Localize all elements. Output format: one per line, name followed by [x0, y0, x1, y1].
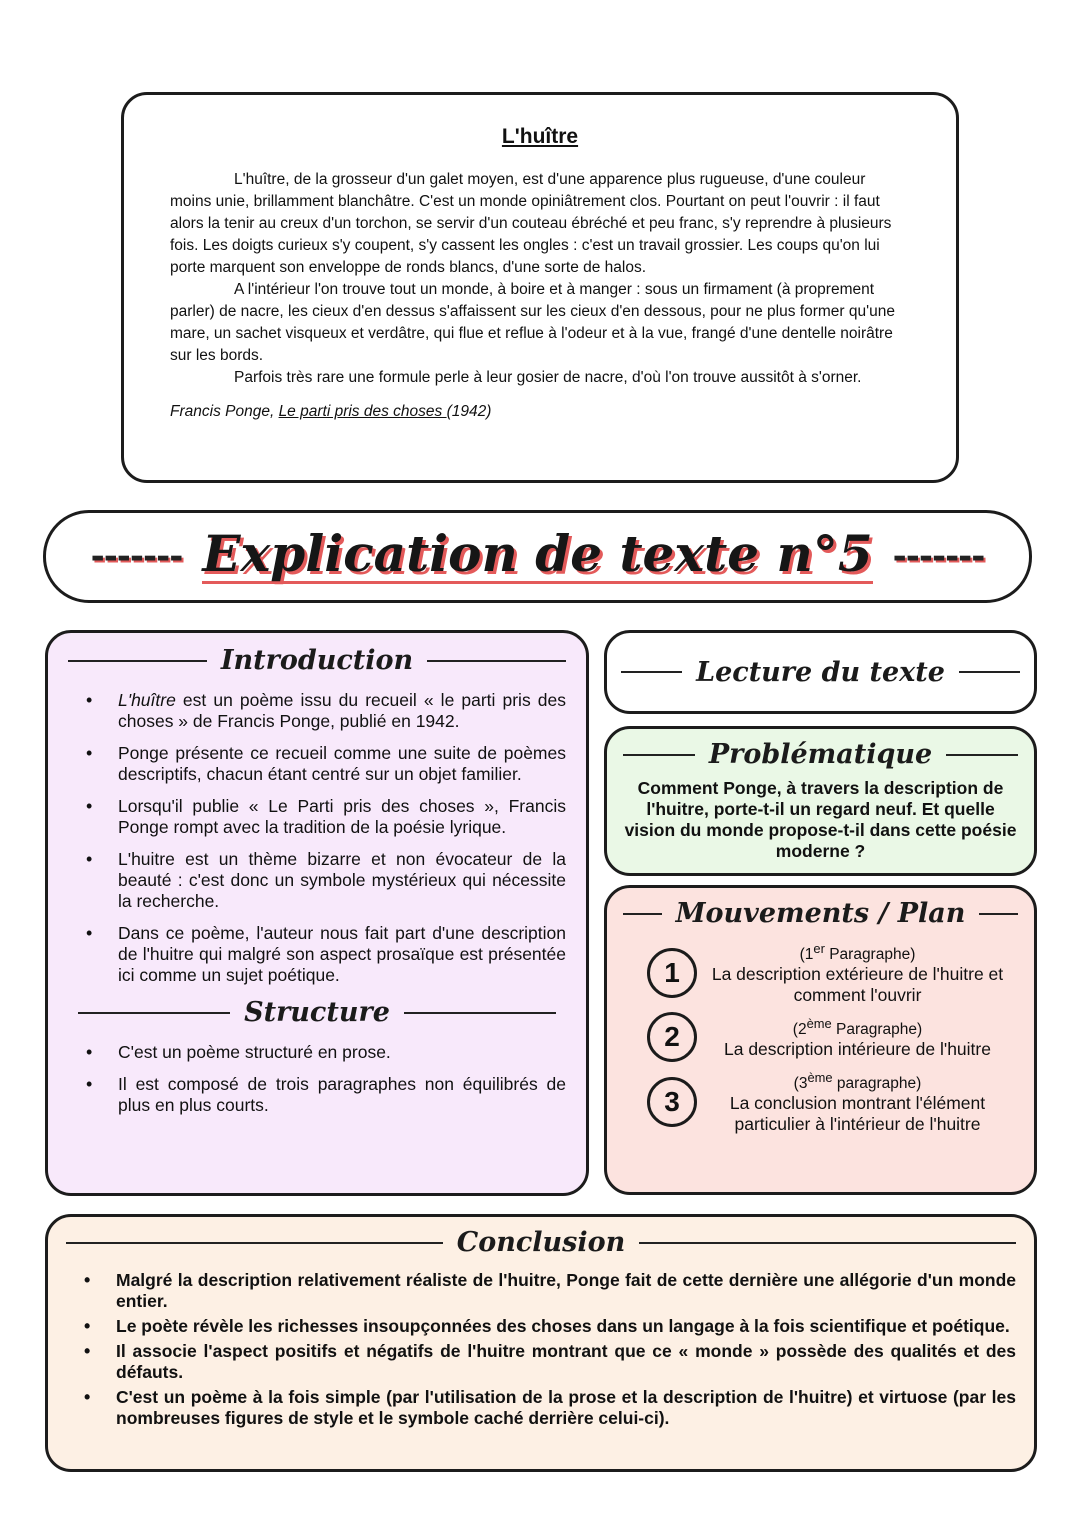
- list-item: • Dans ce poème, l'auteur nous fait part d'une description de l'huitre qui malgré son aspect prosaïque est présentée ici comme un sujet poétique.: [68, 923, 566, 986]
- list-item: • Le poète révèle les richesses insoupçonnées des choses dans un langage à la fois scientifique et poétique.: [66, 1316, 1016, 1337]
- problematique-heading-label: Problématique: [708, 739, 933, 770]
- movement-text-block: [697, 939, 1018, 1006]
- divider: [639, 1242, 1016, 1244]
- movement-number-1: 1: [647, 948, 697, 998]
- divider: [946, 754, 1018, 756]
- list-item: • Il est composé de trois paragraphes non équilibrés de plus en plus courts.: [68, 1074, 566, 1116]
- list-item: • L'huitre est un thème bizarre et non évocateur de la beauté : c'est donc un symbole mystérieux qui nécessite la recherche.: [68, 849, 566, 912]
- movement-paragraph-label: (1er Paragraphe): [799, 941, 916, 964]
- list-item: [68, 690, 566, 732]
- problematique-heading: [623, 739, 1018, 770]
- problematique-question: Comment Ponge, à travers la description de l'huitre, porte-t-il un regard neuf. Et quelle vision du monde propose-t-il dans cette poésie moderne ?: [624, 778, 1017, 861]
- banner-dashes-left: -------: [90, 536, 183, 577]
- structure-list: [68, 1042, 566, 1116]
- conclusion-list: [66, 1270, 1016, 1429]
- movement-text-block: [697, 1014, 1018, 1060]
- list-item: • C'est un poème à la fois simple (par l'utilisation de la prose et la description de l'huitre) et virtuose (par les nombreuses figures de style et le symbole caché derrière celui-ci).: [66, 1387, 1016, 1429]
- introduction-heading-label: Introduction: [220, 645, 414, 676]
- list-item: • Ponge présente ce recueil comme une suite de poèmes descriptifs, chacun étant centré sur un objet familier.: [68, 743, 566, 785]
- plan-heading: [623, 898, 1018, 929]
- movement-number-3: 3: [647, 1077, 697, 1127]
- movement-description: La description extérieure de l'huitre et comment l'ouvrir: [711, 964, 1004, 1006]
- introduction-box: [45, 630, 589, 1196]
- title-banner: [43, 510, 1032, 603]
- movement-text-block: [697, 1068, 1018, 1135]
- list-item: • C'est un poème structuré en prose.: [68, 1042, 566, 1063]
- introduction-list: [68, 690, 566, 986]
- divider: [979, 913, 1018, 915]
- list-item: • Il associe l'aspect positifs et négatifs de l'huitre montrant que ce « monde » possède des qualités et des défauts.: [66, 1341, 1016, 1383]
- lecture-heading-label: Lecture du texte: [696, 656, 945, 688]
- poem-paragraph-3: Parfois très rare une formule perle à leur gosier de nacre, d'où l'on trouve aussitôt à s'orner.: [234, 369, 862, 386]
- divider: [623, 754, 695, 756]
- italic-title: L'huître: [118, 690, 176, 710]
- list-item: • Lorsqu'il publie « Le Parti pris des choses », Francis Ponge rompt avec la tradition de la poésie lyrique.: [68, 796, 566, 838]
- divider: [68, 660, 207, 662]
- poem-box: [121, 92, 959, 483]
- movement-1: [623, 939, 1018, 1006]
- poem-book-title: Le parti pris des choses: [278, 403, 447, 420]
- movement-paragraph-label: (2ème Paragraphe): [792, 1016, 923, 1039]
- divider: [404, 1012, 556, 1014]
- divider: [427, 660, 566, 662]
- divider: [623, 913, 662, 915]
- movement-2: [623, 1012, 1018, 1062]
- introduction-heading: [68, 645, 566, 676]
- movement-description: La description intérieure de l'huitre: [724, 1039, 991, 1060]
- plan-box: [604, 885, 1037, 1195]
- movement-paragraph-label: (3ème paragraphe): [793, 1070, 922, 1093]
- conclusion-heading-label: Conclusion: [456, 1227, 626, 1258]
- divider: [959, 671, 1020, 673]
- banner-title: Explication de texte n°5: [202, 524, 873, 583]
- poem-title: L'huître: [501, 125, 579, 148]
- list-item-text: est un poème issu du recueil « le parti pris des choses » de Francis Ponge, publié en 1942.: [118, 690, 566, 731]
- poem-paragraph-1: L'huître, de la grosseur d'un galet moyen, est d'une apparence plus rugueuse, d'une couleur moins unie, brillamment blanchâtre. C'est un monde opiniâtrement clos. Pourtant on peut l'ouvrir : il faut alors la tenir au creux d'un torchon, se servir d'un couteau ébréché et peu franc, s'y reprendre à plusieurs fois. Les doigts curieux s'y coupent, s'y cassent les ongles : c'est un travail grossier. Les coups qu'on lui porte marquent son enveloppe de ronds blancs, d'une sorte de halos.: [170, 171, 892, 276]
- movement-3: [623, 1068, 1018, 1135]
- structure-heading-label: Structure: [244, 997, 390, 1028]
- lecture-heading: [621, 657, 1020, 688]
- divider: [66, 1242, 443, 1244]
- movement-number-2: 2: [647, 1012, 697, 1062]
- divider: [621, 671, 682, 673]
- conclusion-box: [45, 1214, 1037, 1472]
- structure-heading: [78, 997, 556, 1028]
- list-item: • Malgré la description relativement réaliste de l'huitre, Ponge fait de cette dernière une allégorie d'un monde entier.: [66, 1270, 1016, 1312]
- movement-description: La conclusion montrant l'élément particulier à l'intérieur de l'huitre: [729, 1093, 986, 1135]
- problematique-box: [604, 726, 1037, 876]
- poem-source: [170, 403, 910, 421]
- conclusion-heading: [66, 1227, 1016, 1258]
- banner-dashes-right: -------: [892, 536, 985, 577]
- poem-paragraph-2: A l'intérieur l'on trouve tout un monde, à boire et à manger : sous un firmament (à proprement parler) de nacre, les cieux d'en dessus s'affaissent sur les cieux d'en dessous, pour ne plus former qu'une mare, un sachet visqueux et verdâtre, qui flue et reflue à l'odeur et à la vue, frangé d'une dentelle noirâtre sur les bords.: [170, 281, 895, 364]
- divider: [78, 1012, 230, 1014]
- poem-year: (1942): [446, 403, 492, 420]
- lecture-box: [604, 630, 1037, 714]
- plan-heading-label: Mouvements / Plan: [675, 898, 966, 929]
- poem-author: Francis Ponge,: [170, 403, 279, 420]
